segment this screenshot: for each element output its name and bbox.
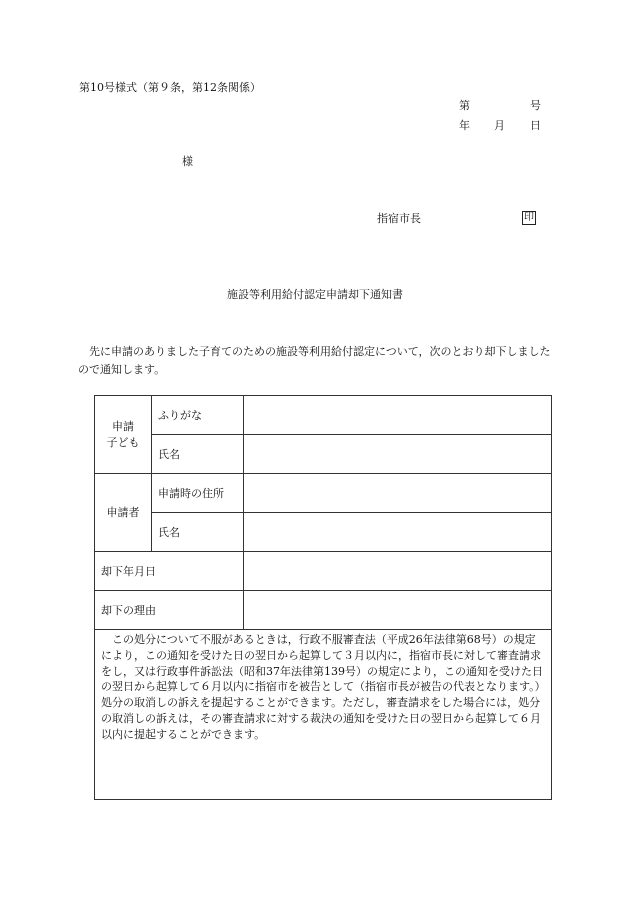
date-month-label: 月 [494,119,505,132]
table-row [95,435,552,474]
table-row [95,591,552,630]
table-row [95,474,552,513]
sender-title: 指宿市長 [377,212,421,225]
child-name-label: 氏名 [152,435,244,474]
number-prefix: 第 [459,99,470,112]
applicant-name-field[interactable] [244,513,552,552]
addressee-honorific: 様 [182,155,193,168]
rejection-date-label: 却下年月日 [95,552,244,591]
form-number: 第10号様式（第９条，第12条関係） [79,81,261,94]
rejection-date-field[interactable] [244,552,552,591]
applicant-address-label: 申請時の住所 [152,474,244,513]
seal-mark: 印 [524,212,534,223]
application-table [94,395,552,800]
date-year-label: 年 [459,119,470,132]
table-row [95,630,552,800]
applicant-address-field[interactable] [244,474,552,513]
table-row [95,396,552,435]
table-row [95,513,552,552]
child-name-field[interactable] [244,435,552,474]
date-day-label: 日 [530,119,541,132]
number-suffix: 号 [530,99,541,112]
child-group-label [95,396,152,474]
document-title: 施設等利用給付認定申請却下通知書 [227,288,403,301]
applicant-group-label: 申請者 [95,474,152,552]
rejection-reason-field[interactable] [244,591,552,630]
rejection-reason-label: 却下の理由 [95,591,244,630]
table-row [95,552,552,591]
applicant-name-label: 氏名 [152,513,244,552]
child-furigana-label: ふりがな [152,396,244,435]
child-group-label-line1: 申請 [112,419,134,433]
body-paragraph: 先に申請のありました子育てのための施設等利用給付認定について，次のとおり却下しましたので通知します。 [78,345,551,376]
appeal-notice: この処分について不服があるときは，行政不服審査法（平成26年法律第68号）の規定により，この通知を受けた日の翌日から起算して３月以内に，指宿市長に対して審査請求をし，又は行政事件訴訟法（昭和37年法律第139号）の規定により，この通知を受けた日の翌日から起算して６月以内に指宿市を被告として（指宿市長が被告の代表となります。）処分の取消しの訴えを提起することができます。ただし，審査請求をした場合には，処分の取消しの訴えは，その審査請求に対する裁決の通知を受けた日の翌日から起算して６月以内に提起することができます。 [95,630,552,800]
child-furigana-field[interactable] [244,396,552,435]
child-group-label-line2: 子ども [106,435,140,449]
